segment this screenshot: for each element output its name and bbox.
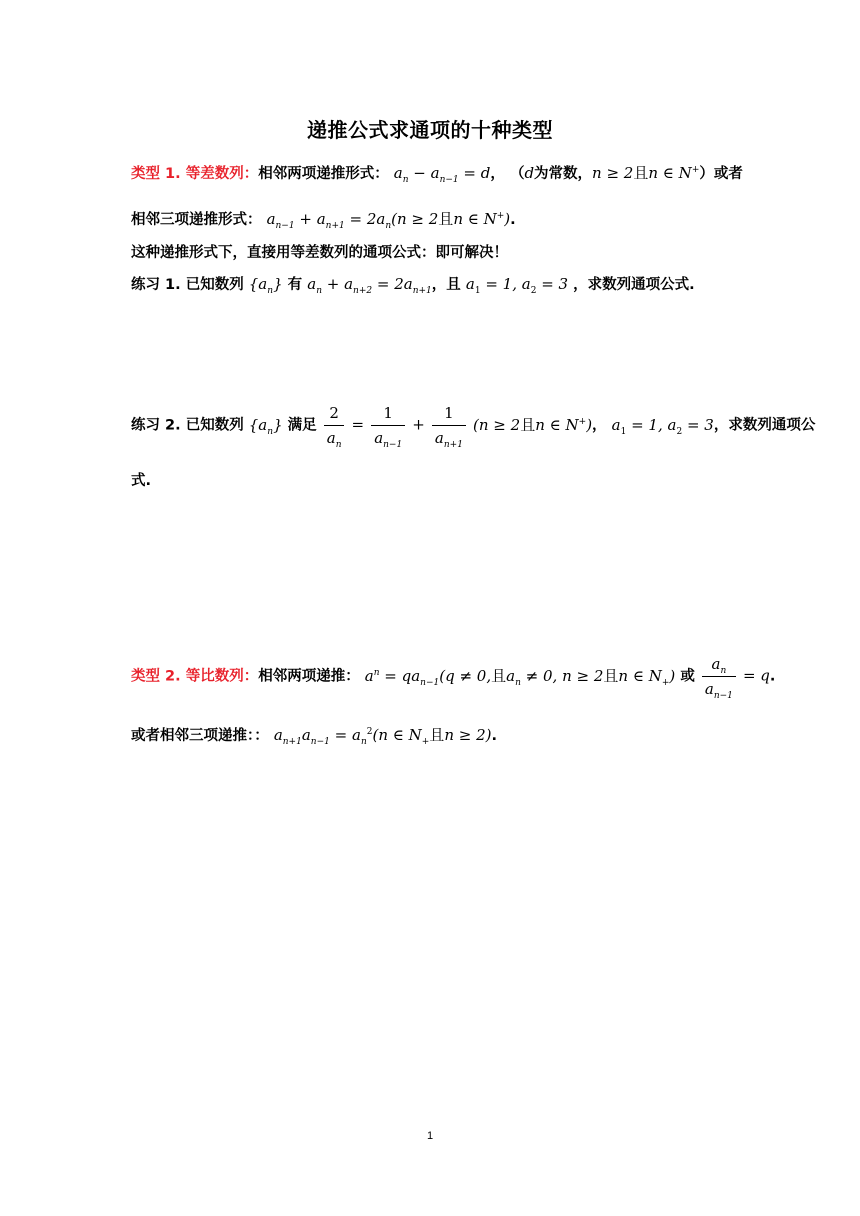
type1-d-text: 为常数， <box>534 166 593 182</box>
ex2-satisfy: 满足 <box>287 417 317 434</box>
ex2-frac-mid: $\frac{1}{a_{n-1}}$ <box>371 404 405 447</box>
ex2-prefix: 练习 2. 已知数列 <box>131 417 244 434</box>
ex2-suffix: ，求数列通项公 <box>713 417 816 434</box>
type2-frac: $\frac{a_n}{a_{n-1}}$ <box>702 655 736 698</box>
exercise1: 练习 1. 已知数列 $\{a_n\}$ 有 $a_n + a_{n+2} = 2a_{n+1}$，且 $a_1 = 1$, $a_2 = 3$ ，求数列通项公式. <box>131 275 695 296</box>
ex1-has: 有 <box>287 277 303 293</box>
type2-formula-a: $a^n = qa_{n-1}(q \ne 0$,且$a_n \ne 0$, n ≥ 2且n ∈ $N_+$) <box>364 666 676 688</box>
page-number: 1 <box>426 1130 434 1142</box>
type1-paren-close: ）或者 <box>699 166 743 182</box>
type2-line2: 或者相邻三项递推：： $a_{n+1}a_{n-1} = a_n^2(n$ ∈ $N_+$且n ≥ 2). <box>131 726 497 747</box>
type1-text-a: 相邻两项递推形式： <box>258 166 389 182</box>
type1-line2-label: 相邻三项递推形式： <box>131 212 262 228</box>
exercise2: 练习 2. 已知数列 $\{a_n\}$ 满足 $\frac{2}{a_n}$ = $\frac{1}{a_{n-1}}$ + $\frac{1}{a_{n+1}}$ (n ≥ 2且n ∈ N+)， $a_1 = 1$, $a_2 = 3$，求数列通项公 <box>131 404 816 450</box>
exercise2-cont: 式. <box>131 473 152 489</box>
ex2-initial: $a_1 = 1$, $a_2 = 3$ <box>611 415 714 437</box>
ex2-frac-right: $\frac{1}{a_{n+1}}$ <box>432 404 466 447</box>
type1-line3: 这种递推形式下，直接用等差数列的通项公式：即可解决！ <box>131 245 508 261</box>
type1-line2: 相邻三项递推形式： $a_{n-1} + a_{n+1} = 2a_n(n \ge 2$且n ∈ N+). <box>131 210 516 231</box>
type2-text-a: 相邻两项递推： <box>258 668 360 685</box>
type1-heading: 类型 1. 等差数列： <box>131 166 259 182</box>
ex1-prefix: 练习 1. 已知数列 <box>131 277 244 293</box>
type1-formula-b: $a_{n-1} + a_{n+1} = 2a_n(n \ge 2$且n ∈ N+) <box>266 210 511 231</box>
ex2-condition: (n ≥ 2且n ∈ N+) <box>473 415 593 434</box>
ex1-suffix: ，求数列通项公式. <box>573 277 695 293</box>
ex1-initial: $a_1 = 1$, $a_2 = 3$ <box>465 275 569 296</box>
type2-or: 或 <box>680 668 695 685</box>
type2-formula-b: $a_{n+1}a_{n-1} = a_n^2(n$ ∈ $N_+$且n ≥ 2) <box>273 726 492 747</box>
page-title: 递推公式求通项的十种类型 <box>307 118 553 142</box>
type2-line1: 类型 2. 等比数列：相邻两项递推： $a^n = qa_{n-1}(q \ne 0$,且$a_n \ne 0$, n ≥ 2且n ∈ $N_+$) 或 $\frac{a_n}{a_{n-1}}$ = q. <box>131 655 776 701</box>
type1-formula-a: $a_n - a_{n-1} = d$ <box>393 164 491 185</box>
type1-line1: 类型 1. 等差数列：相邻两项递推形式： $a_n - a_{n-1} = d$， （d为常数，n ≥ 2且n ∈ N+）或者 <box>131 164 743 185</box>
ex1-formula: $a_n + a_{n+2} = 2a_{n+1}$ <box>307 275 432 296</box>
ex1-and: ，且 <box>431 277 461 293</box>
type1-paren-open: （ <box>509 166 525 182</box>
type2-line2-label: 或者相邻三项递推：： <box>131 728 269 744</box>
type1-condition: n ≥ 2且n ∈ N+ <box>592 164 700 182</box>
ex2-frac-left: $\frac{2}{a_n}$ <box>324 404 345 447</box>
type2-heading: 类型 2. 等比数列： <box>131 668 259 685</box>
